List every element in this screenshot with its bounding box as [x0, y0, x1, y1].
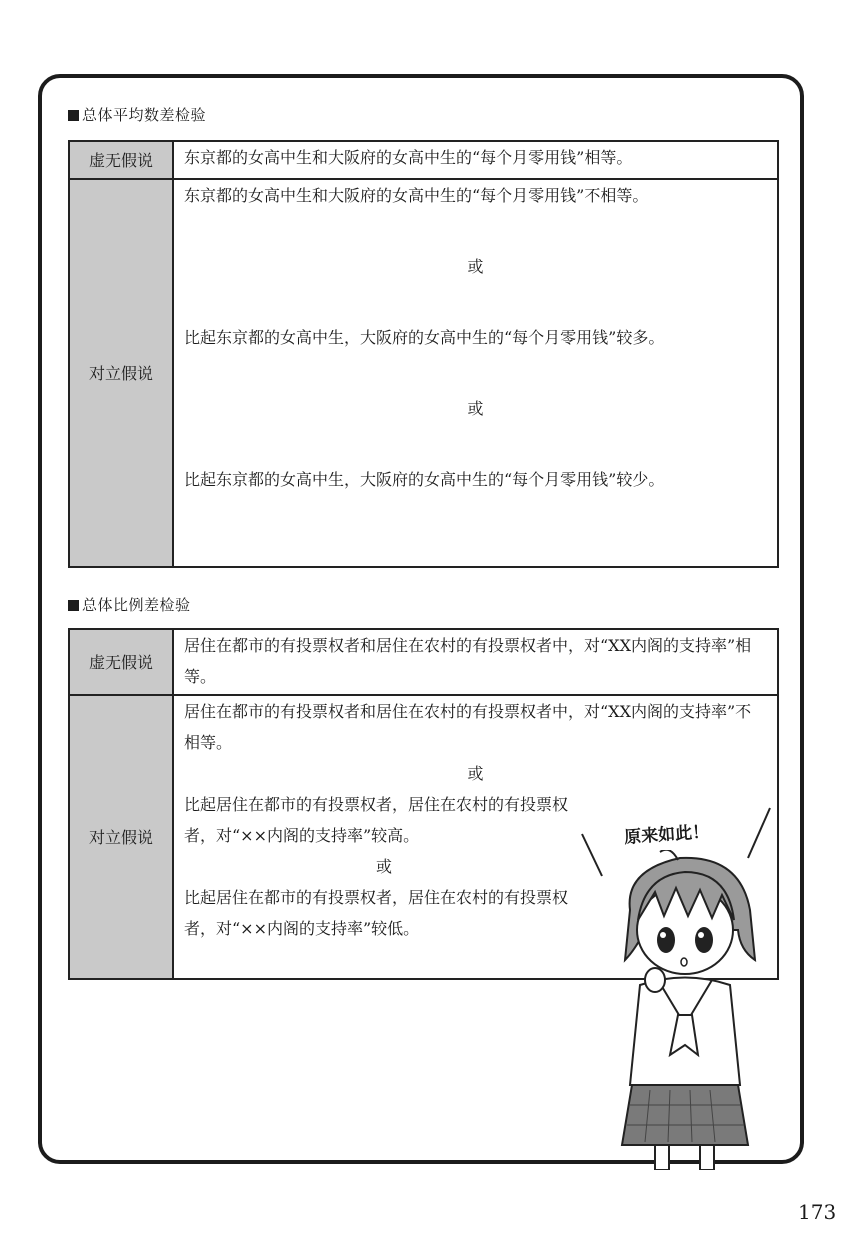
alt-hypothesis-label: 对立假说: [69, 179, 173, 567]
alt-hypothesis-line: 比起东京都的女高中生，大阪府的女高中生的“每个月零用钱”较多。: [184, 328, 665, 347]
speech-bubble-text: 原来如此！: [623, 822, 710, 848]
null-hypothesis-text: 居住在都市的有投票权者和居住在农村的有投票权者中，对“XX内阁的支持率”相等。: [173, 629, 778, 695]
bullet-square-icon: [68, 600, 79, 611]
or-text: 或: [467, 764, 484, 783]
schoolgirl-character-illustration: [600, 850, 770, 1170]
alt-hypothesis-label: 对立假说: [69, 695, 173, 979]
or-text: 或: [375, 857, 392, 876]
null-hypothesis-text: 东京都的女高中生和大阪府的女高中生的“每个月零用钱”相等。: [173, 141, 778, 179]
section-title-proportion-test: [68, 594, 191, 615]
table-row: [69, 629, 778, 695]
alt-hypothesis-line: 东京都的女高中生和大阪府的女高中生的“每个月零用钱”不相等。: [184, 186, 649, 205]
alt-hypothesis-line: 比起居住在都市的有投票权者，居住在农村的有投票权者，对“××内阁的支持率”较低。: [184, 888, 569, 938]
or-text: 或: [467, 257, 484, 276]
section-title-text: 总体比例差检验: [82, 596, 191, 614]
alt-hypothesis-line: 居住在都市的有投票权者和居住在农村的有投票权者中，对“XX内阁的支持率”不相等。: [184, 702, 752, 752]
null-hypothesis-label: 虚无假说: [69, 141, 173, 179]
alt-hypothesis-line: 比起东京都的女高中生，大阪府的女高中生的“每个月零用钱”较少。: [184, 470, 665, 489]
section-title-text: 总体平均数差检验: [82, 106, 207, 124]
mean-test-table: [68, 140, 779, 568]
alt-hypothesis-line: 比起居住在都市的有投票权者，居住在农村的有投票权者，对“××内阁的支持率”较高。: [184, 795, 569, 845]
table-row: [69, 179, 778, 567]
null-hypothesis-label: 虚无假说: [69, 629, 173, 695]
table-row: [69, 141, 778, 179]
alt-hypothesis-cell: [173, 179, 778, 567]
page-number: 173: [798, 1200, 837, 1224]
bullet-square-icon: [68, 110, 79, 121]
or-text: 或: [467, 399, 484, 418]
section-title-mean-test: [68, 104, 206, 125]
